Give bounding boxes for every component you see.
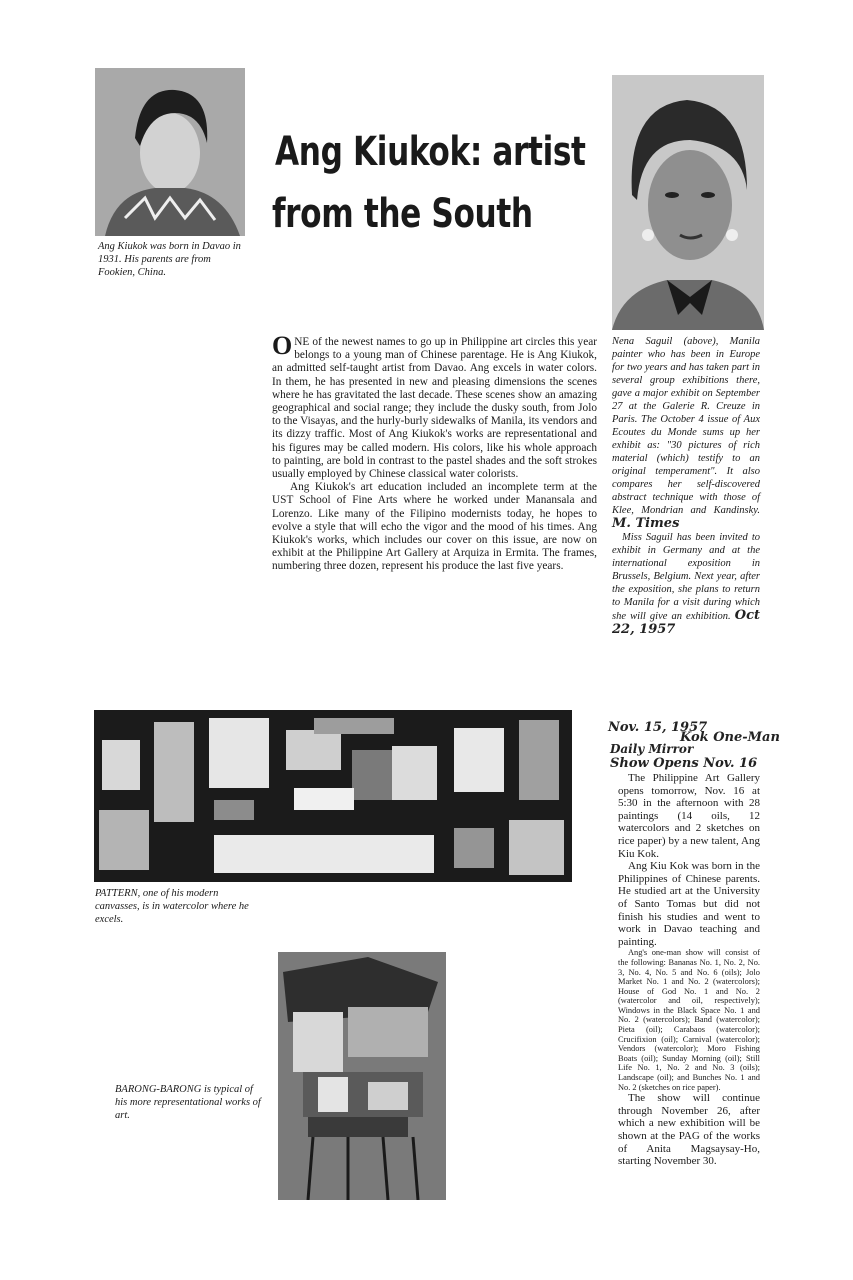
clipping-handwritten-paper: Daily Mirror — [610, 742, 694, 756]
clipping-works-list: Ang's one-man show will consist of the following: Bananas No. 1, No. 2, No. 3, No. 4, No. 5 and No. 6 (oils); Jolo Market No. 1 and No. 2 (watercolors); House of God No. 1 and No. 2 (watercolor and oil, respectively); Windows in the Black Space No. 1 and No. 2 (watercolors); Band (watercolor); Pieta (oil); Carabaos (watercolor); Crucifixion (oil); Carnival (watercolor); Vendors (watercolor); Moro Fishing Boats (oil); Sunday Morning (oil); Still Life No. 1, No. 2 and No. 3 (oils); Landscape (oil); and Bunches No. 1 and No. 2 (sketches on rice paper). — [618, 948, 760, 1092]
clipping-paragraph-3: The show will continue through November 26, after which a new exhibition will be shown at the PAG of the works of Anita Magsaysay-Ho, starting November 30. — [618, 1092, 760, 1168]
handwritten-date: Oct 22, 1957 — [612, 608, 760, 637]
clipping-handwritten-headline: Kok One-Man — [680, 730, 780, 745]
handwritten-source: M. Times — [612, 516, 680, 531]
barong-barong-painting — [278, 952, 446, 1200]
nena-saguil-portrait — [612, 75, 764, 330]
article-body — [272, 331, 597, 574]
article-paragraph-2: Ang Kiukok's art education included an incomplete term at the UST School of Fine Arts where he worked under Manansala and Lorenzo. Like many of the Filipino modernists today, he hopes to evolve a style that will echo the vigor and the mood of his times. Ang Kiukok's works, which includes our cover on this issue, are now on exhibit at the Philippine Art Gallery at Arquiza in Ermita. The frames, numbering three dozen, represent his produce the last five years. — [272, 481, 597, 573]
drop-cap: O — [272, 331, 293, 360]
portrait-caption: Ang Kiukok was born in Davao in 1931. His parents are from Fookien, China. — [98, 241, 241, 278]
saguil-caption-para1: Nena Saguil (above), Manila painter who has been in Europe for two years and has taken part in several group exhibitions there, gave a major exhibit on September 27 at the Galerie R. Creuze in Paris. The October 4 issue of Aux Ecoutes du Monde sums up her exhibit as: "30 pictures of rich material (which) testify to an original temperament". It also compares her self-discovered abstract technique with those of Klee, Mondrian and Kandinsky. — [612, 336, 760, 516]
saguil-caption — [612, 335, 760, 637]
clipping-paragraph-1: The Philippine Art Gallery opens tomorrow, Nov. 16 at 5:30 in the afternoon with 28 paintings (14 oils, 12 watercolors and 2 sketches on rice paper) by a new talent, Ang Kiu Kok. — [618, 772, 760, 860]
pattern-caption: PATTERN, one of his modern canvasses, is in watercolor where he excels. — [95, 888, 249, 925]
article-title-line2: from the South — [272, 191, 533, 237]
clipping-headline: Show Opens Nov. 16 — [610, 756, 758, 771]
pattern-painting — [94, 710, 572, 882]
saguil-caption-para2: Miss Saguil has been invited to exhibit in Germany and at the international exposition in Brussels, Belgium. Next year, after the exposition, she plans to return to Manila for a visit during which she will give an exhibition. Oct 22, 1957 — [612, 532, 760, 637]
clipping-handwritten-date: Nov. 15, 1957 — [608, 720, 708, 735]
clipping-body — [618, 772, 760, 1168]
article-title-line1: Ang Kiukok: artist — [275, 129, 586, 175]
ang-kiukok-portrait — [95, 68, 245, 236]
article-paragraph-1: NE of the newest names to go up in Philippine art circles this year belongs to a young man of Chinese parentage. He is Ang Kiukok, an admitted self-taught artist from Davao. Ang excels in water colors. In them, he has presented in new and pleasing dimensions the scenes where he has gravitated the last decade. These scenes show an amazing geographical and social range; they include the dusky south, from Jolo to the Visayas, and the hurly-burly sidewalks of Manila, its vendors and its dizzy traffic. Most of Ang Kiukok's works are representational and his figures may be called modern. His colors, like his whole approach to painting, are bold in contrast to the pastel shades and the soft strokes usually employed by Chinese classical water colorists. — [272, 336, 597, 481]
barong-caption: BARONG-BARONG is typical of his more representational works of art. — [115, 1084, 261, 1121]
clipping-paragraph-2: Ang Kiu Kok was born in the Philippines of Chinese parents. He studied art at the University of Santo Tomas but did not finish his studies and went to work in Davao teaching and painting. — [618, 860, 760, 948]
